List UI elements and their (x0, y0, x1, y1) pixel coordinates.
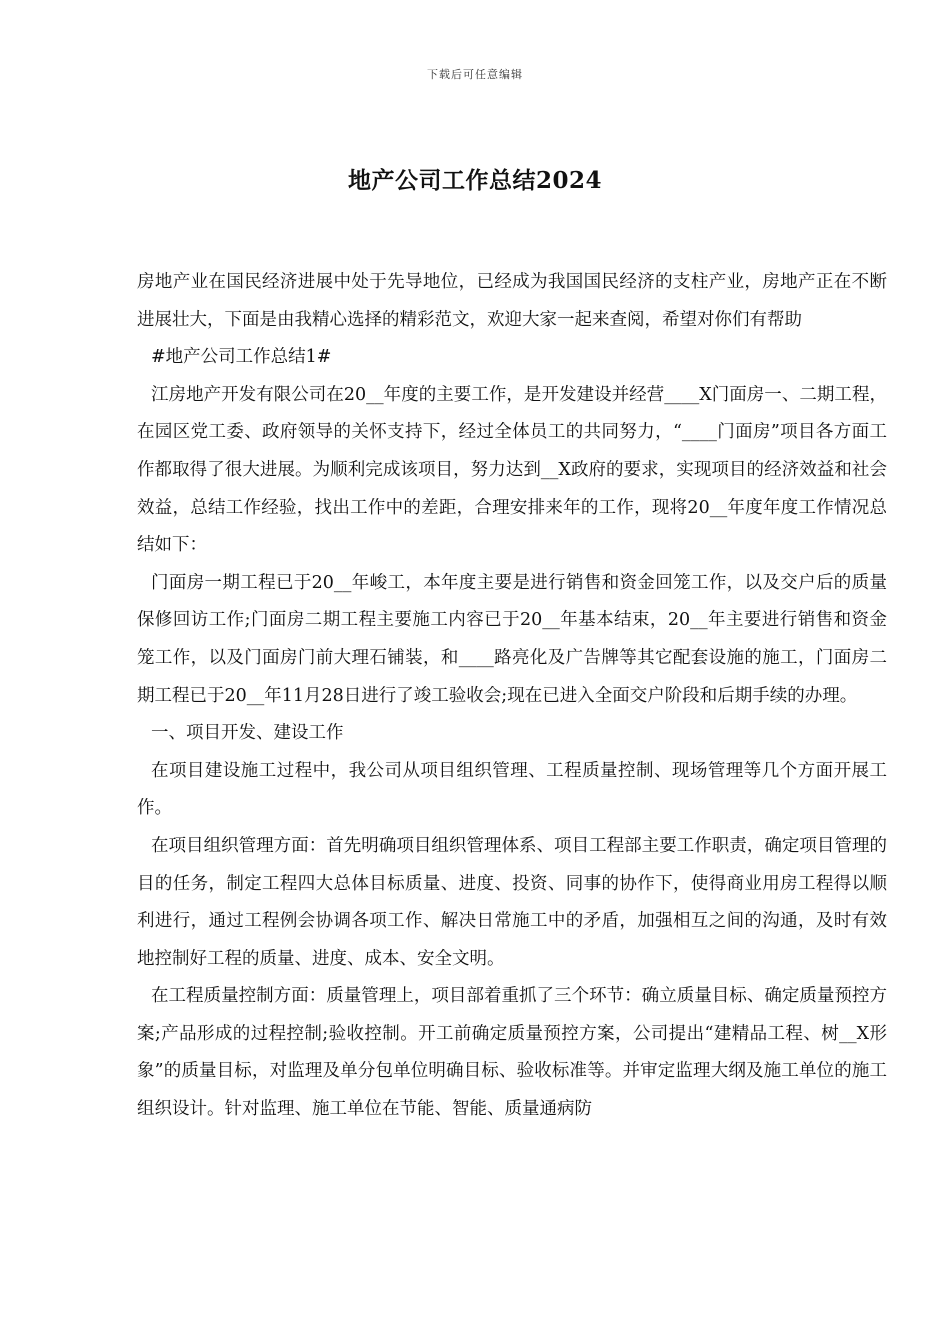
body-paragraph: 江房地产开发有限公司在20__年度的主要工作，是开发建设并经营____X门面房一、二期工程，在园区党工委、政府领导的关怀支持下，经过全体员工的共同努力，“____门面房”项目各方面工作都取得了很大进展。为顺利完成该项目，努力达到__X政府的要求，实现项目的经济效益和社会效益，总结工作经验，找出工作中的差距，合理安排来年的工作，现将20__年度年度工作情况总结如下： (137, 384, 887, 556)
body-paragraph: 在项目建设施工过程中，我公司从项目组织管理、工程质量控制、现场管理等几个方面开展工作。 (137, 760, 887, 819)
header-note: 下载后可任意编辑 (427, 68, 523, 81)
body-paragraph: 在工程质量控制方面：质量管理上，项目部着重抓了三个环节：确立质量目标、确定质量预控方案;产品形成的过程控制;验收控制。开工前确定质量预控方案，公司提出“建精品工程、树__X形象”的质量目标，对监理及单分包单位明确目标、验收标准等。并审定监理大纲及施工单位的施工组织设计。针对监理、施工单位在节能、智能、质量通病防 (137, 986, 887, 1120)
section-heading: 一、项目开发、建设工作 (151, 723, 344, 744)
intro-paragraph: 房地产业在国民经济进展中处于先导地位，已经成为我国国民经济的支柱产业，房地产正在不断进展壮大，下面是由我精心选择的精彩范文，欢迎大家一起来查阅，希望对你们有帮助 (137, 272, 887, 330)
document-body (137, 264, 887, 1129)
section-marker: #地产公司工作总结1# (151, 347, 332, 368)
body-paragraph: 在项目组织管理方面：首先明确项目组织管理体系、项目工程部主要工作职责，确定项目管理的目的任务，制定工程四大总体目标质量、进度、投资、同事的协作下，使得商业用房工程得以顺利进行，通过工程例会协调各项工作、解决日常施工中的矛盾，加强相互之间的沟通，及时有效地控制好工程的质量、进度、成本、安全文明。 (137, 835, 887, 969)
body-paragraph: 门面房一期工程已于20__年峻工，本年度主要是进行销售和资金回笼工作，以及交户后的质量保修回访工作;门面房二期工程主要施工内容已于20__年基本结束，20__年主要进行销售和资金笼工作，以及门面房门前大理石铺装，和____路亮化及广告牌等其它配套设施的施工，门面房二期工程已于20__年11月28日进行了竣工验收会;现在已进入全面交户阶段和后期手续的办理。 (137, 572, 887, 706)
document-title: 地产公司工作总结2024 (347, 167, 602, 194)
